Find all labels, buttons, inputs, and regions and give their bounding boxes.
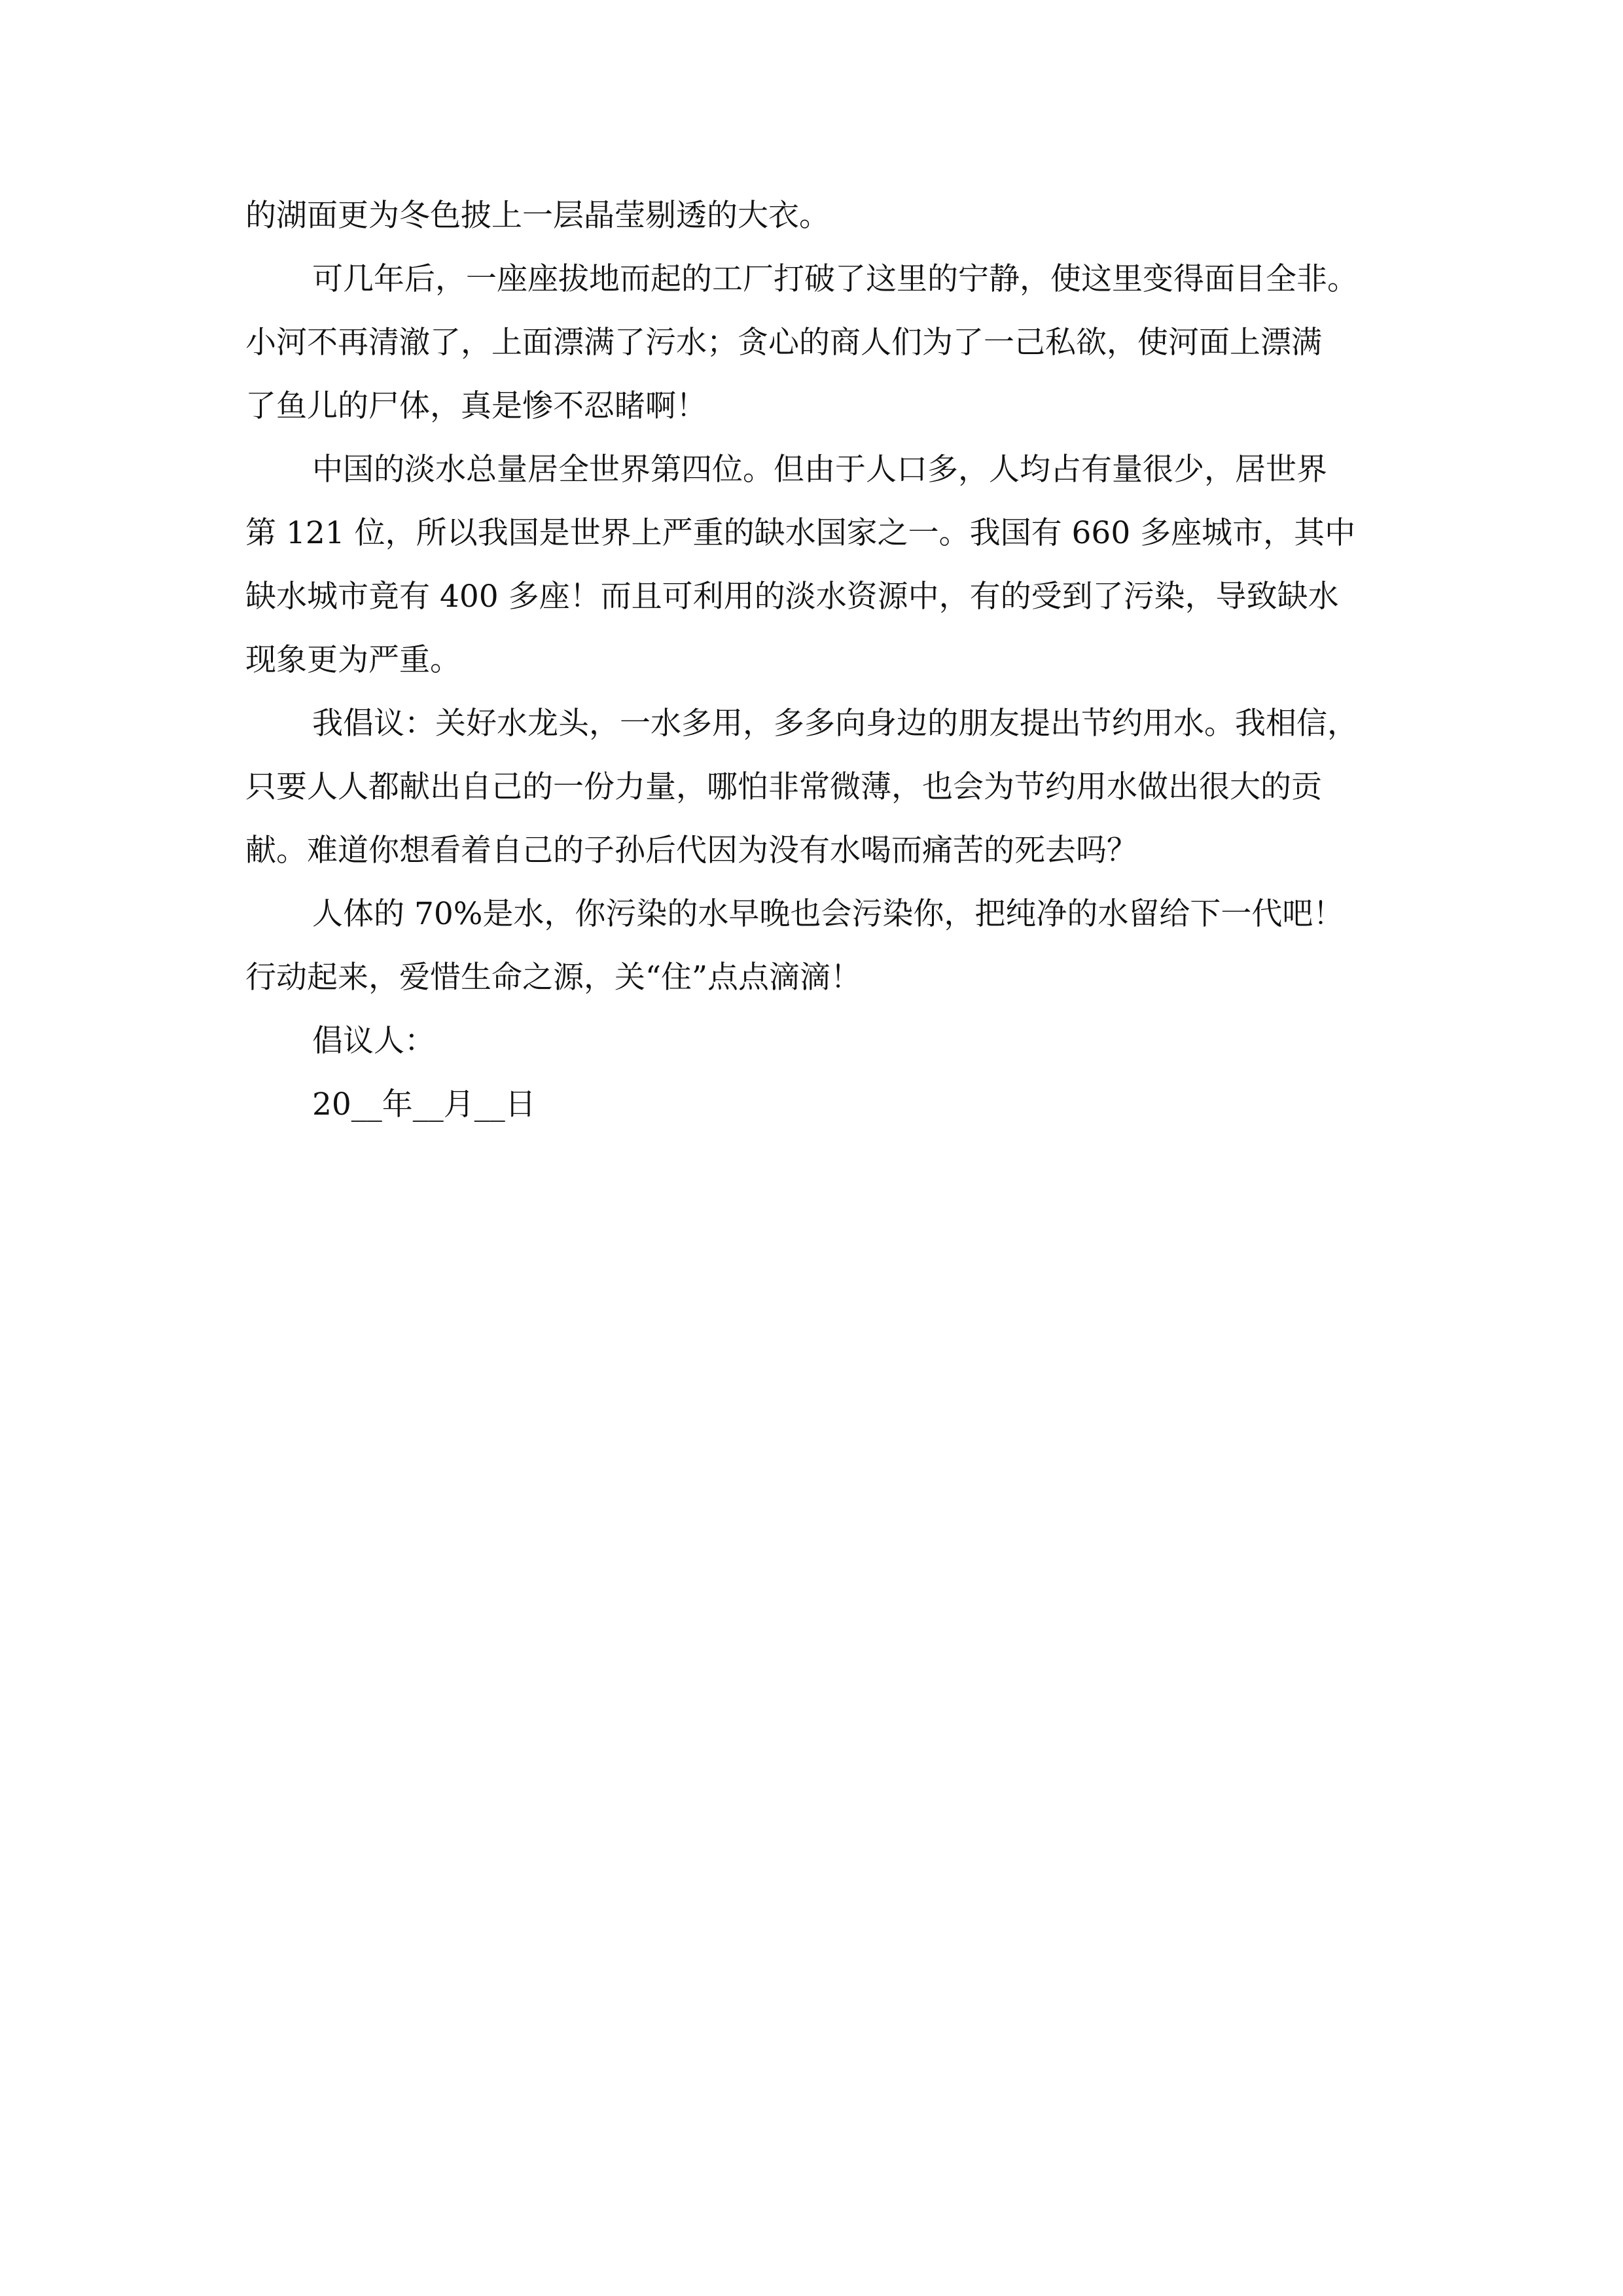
text-line-10: 只要人人都献出自己的一份力量，哪怕非常微薄，也会为节约用水做出很大的贡 <box>245 769 1322 805</box>
text-line-6: 第 121 位，所以我国是世界上严重的缺水国家之一。我国有 660 多座城市，其中 <box>245 515 1356 551</box>
text-line-5: 中国的淡水总量居全世界第四位。但由于人口多，人均占有量很少，居世界 <box>312 452 1327 488</box>
text-line-3: 小河不再清澈了，上面漂满了污水；贪心的商人们为了一己私欲，使河面上漂满 <box>245 325 1322 361</box>
text-line-13: 行动起来，爱惜生命之源，关“住”点点滴滴！ <box>245 960 862 996</box>
text-line-1: 的湖面更为冬色披上一层晶莹剔透的大衣。 <box>245 198 830 234</box>
text-line-2: 可几年后，一座座拔地而起的工厂打破了这里的宁静，使这里变得面目全非。 <box>312 261 1358 297</box>
text-line-11: 献。难道你想看着自己的子孙后代因为没有水喝而痛苦的死去吗？ <box>245 833 1137 869</box>
date-line: 20__年__月__日 <box>312 1086 536 1122</box>
text-line-4: 了鱼儿的尸体，真是惨不忍睹啊！ <box>245 388 707 424</box>
text-line-12: 人体的 70%是水，你污染的水早晚也会污染你，把纯净的水留给下一代吧！ <box>312 896 1344 932</box>
text-line-7: 缺水城市竟有 400 多座！而且可利用的淡水资源中，有的受到了污染，导致缺水 <box>245 579 1339 615</box>
text-line-8: 现象更为严重。 <box>245 642 461 678</box>
text-line-9: 我倡议：关好水龙头，一水多用，多多向身边的朋友提出节约用水。我相信， <box>312 706 1358 742</box>
signer-label: 倡议人： <box>312 1023 435 1059</box>
